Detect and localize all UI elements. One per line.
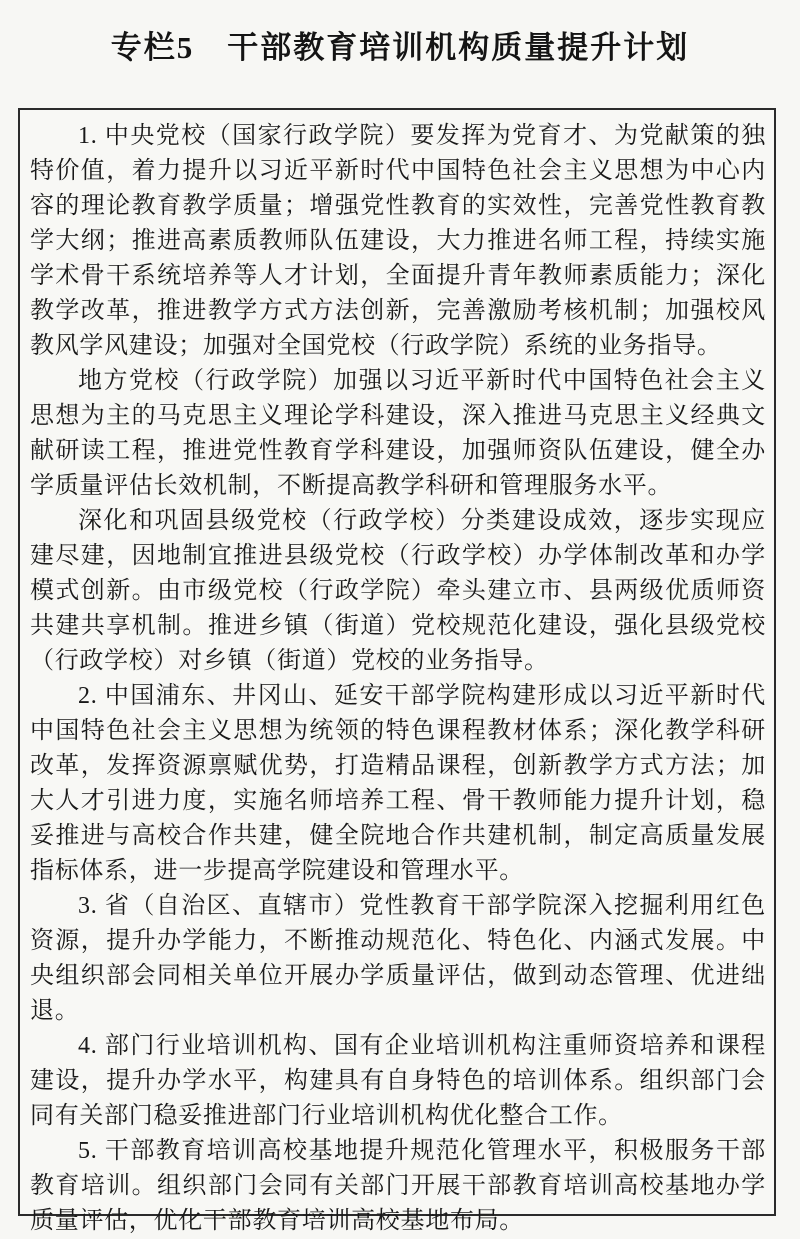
paragraph-7: 5. 干部教育培训高校基地提升规范化管理水平，积极服务干部教育培训。组织部门会同有关部门开展干部教育培训高校基地办学质量评估，优化干部教育培训高校基地布局。	[30, 1138, 766, 1234]
page-title: 专栏5 干部教育培训机构质量提升计划	[110, 30, 690, 65]
paragraph-2: 地方党校（行政学院）加强以习近平新时代中国特色社会主义思想为主的马克思主义理论学科建设，深入推进马克思主义经典文献研读工程，推进党性教育学科建设，加强师资队伍建设，健全办学质量评估长效机制，不断提高教学科研和管理服务水平。	[30, 368, 766, 499]
paragraph-5: 3. 省（自治区、直辖市）党性教育干部学院深入挖掘利用红色资源，提升办学能力，不断推动规范化、特色化、内涵式发展。中央组织部会同相关单位开展办学质量评估，做到动态管理、优进绌退。	[30, 893, 766, 1024]
paragraph-1: 1. 中央党校（国家行政学院）要发挥为党育才、为党献策的独特价值，着力提升以习近平新时代中国特色社会主义思想为中心内容的理论教育教学质量；增强党性教育的实效性，完善党性教育教学大纲；推进高素质教师队伍建设，大力推进名师工程，持续实施学术骨干系统培养等人才计划，全面提升青年教师素质能力；深化教学改革，推进教学方式方法创新，完善激励考核机制；加强校风教风学风建设；加强对全国党校（行政学院）系统的业务指导。	[30, 123, 766, 359]
paragraph-4: 2. 中国浦东、井冈山、延安干部学院构建形成以习近平新时代中国特色社会主义思想为统领的特色课程教材体系；深化教学科研改革，发挥资源禀赋优势，打造精品课程，创新教学方式方法；加大人才引进力度，实施名师培养工程、骨干教师能力提升计划，稳妥推进与高校合作共建，健全院地合作共建机制，制定高质量发展指标体系，进一步提高学院建设和管理水平。	[30, 683, 766, 884]
paragraph-6: 4. 部门行业培训机构、国有企业培训机构注重师资培养和课程建设，提升办学水平，构建具有自身特色的培训体系。组织部门会同有关部门稳妥推进部门行业培训机构优化整合工作。	[30, 1033, 766, 1129]
paragraph-3: 深化和巩固县级党校（行政学校）分类建设成效，逐步实现应建尽建，因地制宜推进县级党校（行政学校）办学体制改革和办学模式创新。由市级党校（行政学院）牵头建立市、县两级优质师资共建共享机制。推进乡镇（街道）党校规范化建设，强化县级党校（行政学校）对乡镇（街道）党校的业务指导。	[30, 508, 766, 674]
content-box	[18, 108, 776, 1234]
